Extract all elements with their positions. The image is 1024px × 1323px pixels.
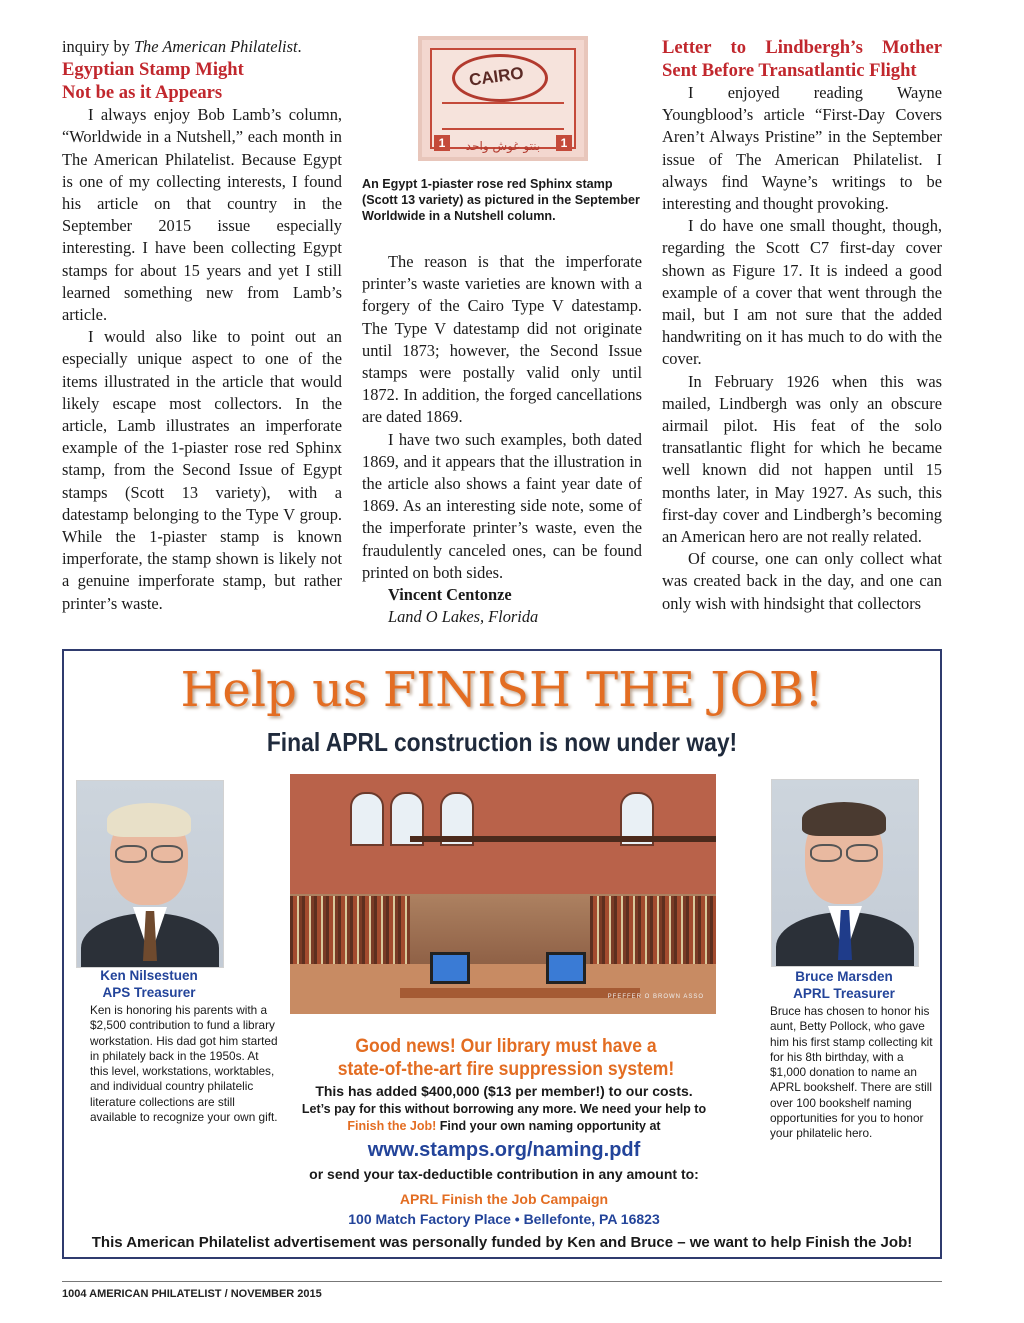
paragraph: I do have one small thought, though, regarding the Scott C7 first-day cover shown as Figure 17. It is indeed a good example of a cover that went through the mail, but I am not sure that the added handwriting on it has much to do with the cover. — [662, 216, 942, 369]
paragraph: I enjoyed reading Wayne Youngblood’s article “First-Day Covers Aren’t Always Pristine” in the September issue of The American Philatelist. I always find Wayne’s writings to be interesting and thought provoking. — [662, 83, 942, 214]
right-person-name-block: Bruce Marsden APRL Treasurer — [793, 969, 895, 1001]
egypt-stamp-image — [418, 36, 588, 161]
naming-line: Finish the Job! Find your own naming opportunity at — [347, 1119, 661, 1133]
left-person-name-block: Ken Nilsestuen APS Treasurer — [100, 968, 198, 1000]
article-heading-lindbergh: Letter to Lindbergh’s Mother — [662, 37, 942, 58]
campaign-address: 100 Match Factory Place • Bellefonte, PA 16823 — [348, 1211, 660, 1227]
lead-in-text: inquiry by The American Philatelist. — [62, 37, 302, 56]
column-left — [62, 36, 342, 615]
stamp-inscription: بنتو غوش واحد — [465, 139, 541, 153]
paragraph: The reason is that the imperforate printer’s waste varieties are known with a forgery of the Cairo Type V datestamp. The Type V datestamp did not originate until 1873; however, the Second Issue stamps were postally valid only until 1872. In addition, the forged cancellations are dated 1869. — [362, 252, 642, 427]
portrait-ken-nilsestuen — [76, 780, 224, 968]
footer-rule — [62, 1281, 942, 1282]
naming-url-link[interactable]: www.stamps.org/naming.pdf — [367, 1139, 641, 1161]
right-person-text: Bruce has chosen to honor his aunt, Betty Pollock, who gave him his first stamp collecting kit for his 8th birthday, with a $1,000 donation to name an APRL bookshelf. There are still over 100 bookshelf naming opportunities for you to honor your philatelic hero. — [770, 1004, 933, 1141]
ad-subheadline: Final APRL construction is now under way! — [266, 727, 738, 757]
page-folio: 1004 AMERICAN PHILATELIST / NOVEMBER 2015 — [62, 1288, 322, 1300]
postmark: CAIRO — [452, 54, 548, 102]
paragraph: I have two such examples, both dated 1869, and it appears that the illustration in the article also shows a faint year date of 1869. As an interesting side note, some of the imperforate printer’s waste, even the fraudulently canceled ones, can be found printed on both sides. — [362, 429, 642, 582]
stamp-value-left: 1 — [434, 135, 450, 151]
paragraph: Of course, one can only collect what was created back in the day, and one can only wish with hindsight that collectors — [662, 549, 942, 613]
finish-the-job-link[interactable]: Finish the Job! — [347, 1119, 437, 1133]
paragraph: I always enjoy Bob Lamb’s column, “Worldwide in a Nutshell,” each month in The American Philatelist. Because Egypt is one of my collecting interests, I found his article on that country in the September 2015 issue especially interesting. I have been collecting Egypt stamps for about 15 years and yet I still learned something new from Lamb’s article. — [62, 105, 342, 325]
article-heading-egypt: Egyptian Stamp Might Not be as it Appears — [62, 59, 244, 104]
ad-footer: This American Philatelist advertisement was personally funded by Ken and Bruce – we want to help Finish the Job! — [91, 1234, 913, 1251]
paragraph: I would also like to point out an especially unique aspect to one of the items illustrated in the article that would likely escape most collectors. In the article, Lamb illustrates an imperforate example of the 1-piaster rose red Sphinx stamp, from the Second Issue of Egypt stamps (Scott 13 variety), with a datestamp belonging to the Type V group. While the 1-piaster stamp is known imperforate, the stamp shown is likely not a genuine imperforate stamp, but rather printer’s waste. — [62, 327, 342, 613]
portrait-bruce-marsden — [771, 779, 919, 967]
author-location: Land O Lakes, Florida — [388, 607, 539, 627]
paragraph: In February 1926 when this was mailed, Lindbergh was only an obscure airmail pilot. His feat of the solo transatlantic flight for which he became well known did not happen until 15 months later, in May 1927. As such, this first-day cover and Lindbergh’s becoming an American hero are not really related. — [662, 371, 942, 547]
article-heading-lindbergh-line2: Sent Before Transatlantic Flight — [662, 60, 917, 81]
cost-line: This has added $400,000 ($13 per member!) to our costs. — [315, 1083, 693, 1099]
stamp-value-right: 1 — [556, 135, 572, 151]
column-middle — [362, 36, 642, 628]
column-right — [662, 36, 942, 615]
send-line: or send your tax-deductible contribution in any amount to: — [309, 1166, 699, 1182]
left-person-text: Ken is honoring his parents with a $2,500 contribution to fund a library workstation. His dad got him started in philately back in the 1950s. At this level, workstations, worktables, and individual country philatelic literature collections are still available to recognize your own gift. — [90, 1003, 278, 1125]
advertisement — [62, 649, 942, 1259]
author-name: Vincent Centonze — [388, 585, 512, 605]
good-news-heading: Good news! Our library must have a state-of-the-art fire suppression system! — [337, 1035, 675, 1080]
pay-line: Let’s pay for this without borrowing any more. We need your help to — [301, 1102, 707, 1116]
image-caption: An Egypt 1-piaster rose red Sphinx stamp (Scott 13 variety) as pictured in the September Worldwide in a Nutshell column. — [362, 177, 640, 223]
ad-headline: Help us FINISH THE JOB! — [180, 662, 824, 718]
campaign-name: APRL Finish the Job Campaign — [399, 1191, 609, 1207]
image-credit: PFEFFER O BROWN ASSO — [607, 994, 704, 1000]
library-rendering-image — [290, 774, 716, 1014]
